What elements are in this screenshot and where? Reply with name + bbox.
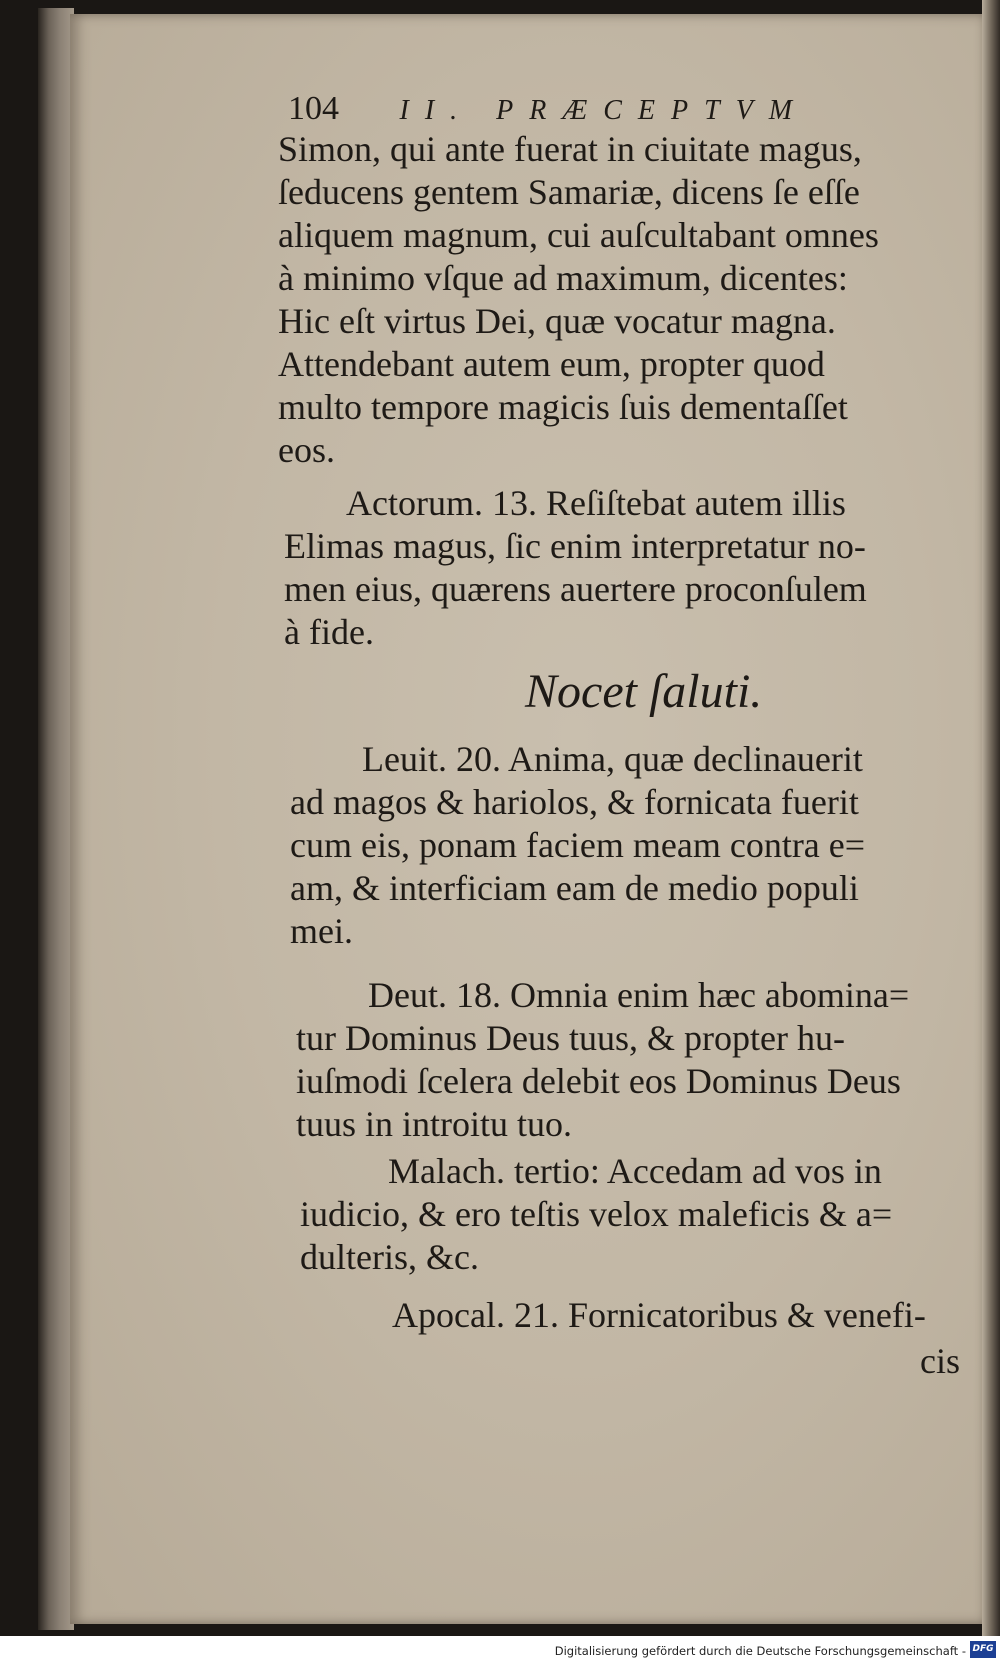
page-number: 104 xyxy=(288,90,339,127)
page-header xyxy=(288,90,808,128)
text-line: men eius, quærens auertere proconſulem xyxy=(284,569,867,609)
text-line: iuſmodi ſcelera delebit eos Dominus Deus xyxy=(296,1061,901,1101)
text-line: am, & interficiam eam de medio populi xyxy=(290,868,859,908)
text-line: ad magos & hariolos, & fornicata fuerit xyxy=(290,782,859,822)
page-right-edge xyxy=(982,0,1000,1636)
dfg-logo: DFG xyxy=(970,1641,996,1658)
text-line: Hic eſt virtus Dei, quæ vocatur magna. xyxy=(278,301,836,341)
text-line: Elimas magus, ſic enim interpretatur no- xyxy=(284,526,866,566)
text-line: ſeducens gentem Samariæ, dicens ſe eſſe xyxy=(278,172,860,212)
text-line: aliquem magnum, cui auſcultabant omnes xyxy=(278,215,879,255)
text-line: Malach. tertio: Accedam ad vos in xyxy=(388,1151,882,1191)
text-line: cum eis, ponam faciem meam contra e= xyxy=(290,825,866,865)
digitization-credit: Digitalisierung gefördert durch die Deutsche Forschungsgemeinschaft - xyxy=(554,1644,966,1658)
text-line: eos. xyxy=(278,430,335,470)
book-spine-edge xyxy=(38,8,74,1630)
text-line: Apocal. 21. Fornicatoribus & venefi- xyxy=(392,1295,926,1335)
text-line: tur Dominus Deus tuus, & propter hu- xyxy=(296,1018,845,1058)
text-line: Actorum. 13. Reſiſtebat autem illis xyxy=(346,483,846,523)
text-line: à minimo vſque ad maximum, dicentes: xyxy=(278,258,848,298)
text-line: dulteris, &c. xyxy=(300,1237,479,1277)
section-heading: Nocet ſaluti. xyxy=(525,665,763,718)
text-line: Attendebant autem eum, propter quod xyxy=(278,344,825,384)
text-line: iudicio, & ero teſtis velox maleficis & a= xyxy=(300,1194,893,1234)
text-line: Deut. 18. Omnia enim hæc abomina= xyxy=(368,975,910,1015)
text-line: multo tempore magicis ſuis dementaſſet xyxy=(278,387,848,427)
catchword: cis xyxy=(920,1341,960,1381)
text-line: à fide. xyxy=(284,612,374,652)
text-line: Leuit. 20. Anima, quæ declinauerit xyxy=(362,739,863,779)
running-title: II. PRÆCEPTVM xyxy=(399,95,809,126)
text-line: mei. xyxy=(290,911,353,951)
footer-bar xyxy=(0,1636,1000,1665)
text-line: tuus in introitu tuo. xyxy=(296,1104,573,1144)
text-line: Simon, qui ante fuerat in ciuitate magus, xyxy=(278,129,862,169)
